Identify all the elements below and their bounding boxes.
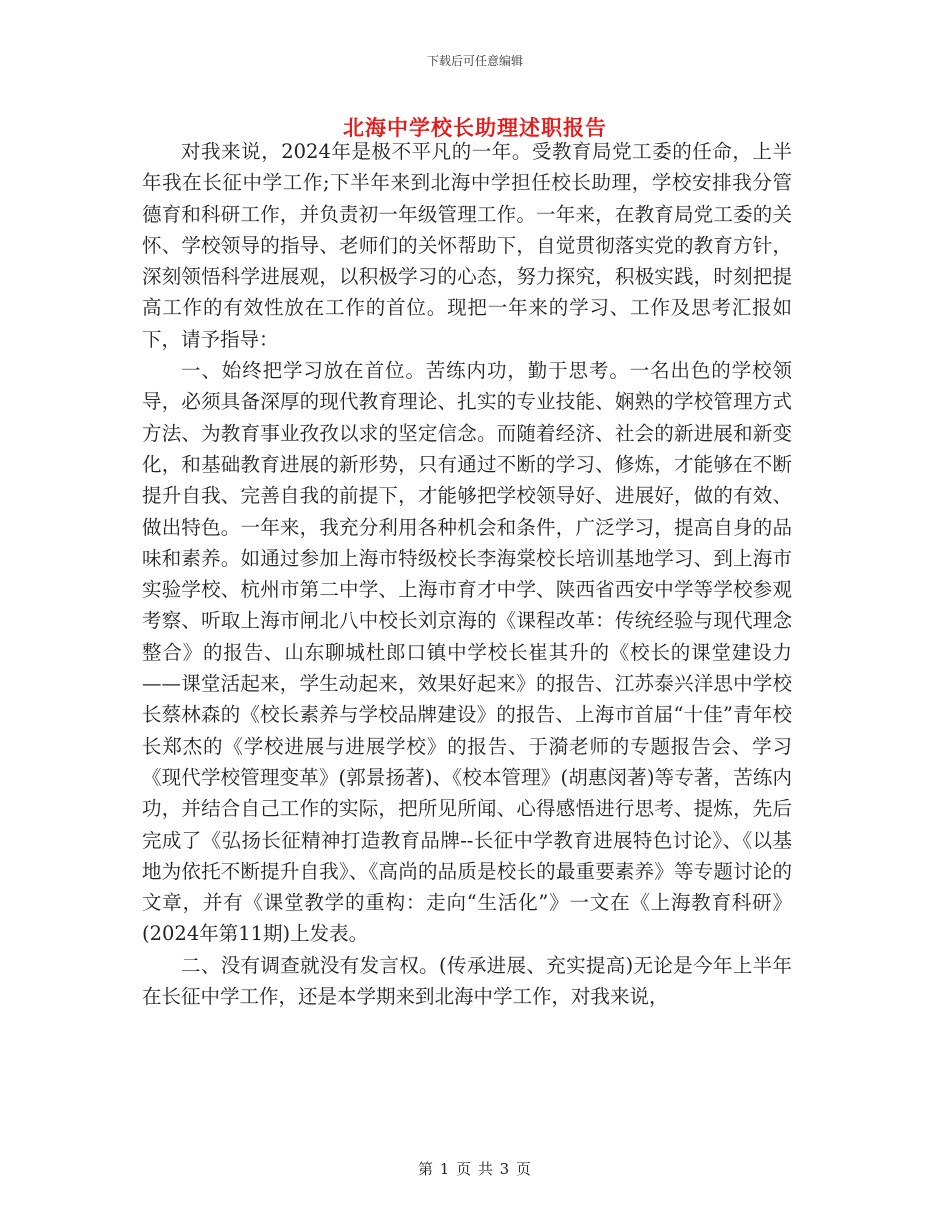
paragraph-section-2: 二、没有调查就没有发言权。(传承进展、充实提高)无论是今年上半年在长征中学工作，还是本学期来到北海中学工作，对我来说， bbox=[142, 953, 792, 1009]
paragraph-section-1: 一、始终把学习放在首位。苦练内功，勤于思考。一名出色的学校领导，必须具备深厚的现代教育理论、扎实的专业技能、娴熟的学校管理方式方法、为教育事业孜孜以求的坚定信念。而随着经济、社会的新进展和新变化，和基础教育进展的新形势，只有通过不断的学习、修炼，才能够在不断提升自我、完善自我的前提下，才能够把学校领导好、进展好，做的有效、做出特色。一年来，我充分利用各种机会和条件，广泛学习，提高自身的品味和素养。如通过参加上海市特级校长李海棠校长培训基地学习、到上海市实验学校、杭州市第二中学、上海市育才中学、陕西省西安中学等学校参观考察、听取上海市闸北八中校长刘京海的《课程改革：传统经验与现代理念整合》的报告、山东聊城杜郎口镇中学校长崔其升的《校长的课堂建设力——课堂活起来，学生动起来，效果好起来》的报告、江苏泰兴洋思中学校长蔡林森的《校长素养与学校品牌建设》的报告、上海市首届“十佳”青年校长郑杰的《学校进展与进展学校》的报告、于漪老师的专题报告会、学习《现代学校管理变革》(郭景扬著)、《校本管理》(胡惠闵著)等专著，苦练内功，并结合自己工作的实际，把所见所闻、心得感悟进行思考、提炼，先后完成了《弘扬长征精神打造教育品牌--长征中学教育进展特色讨论》、《以基地为依托不断提升自我》、《高尚的品质是校长的最重要素养》等专题讨论的文章，并有《课堂教学的重构：走向“生活化”》一文在《上海教育科研》(2024年第11期)上发表。 bbox=[142, 359, 792, 946]
document-body bbox=[142, 136, 792, 1012]
page-header-note: 下载后可任意编辑 bbox=[426, 54, 523, 68]
document-title: 北海中学校长助理述职报告 bbox=[343, 115, 607, 140]
page-number-footer: 第 1 页 共 3 页 bbox=[418, 1160, 532, 1178]
paragraph-intro: 对我来说，2024年是极不平凡的一年。受教育局党工委的任命，上半年我在长征中学工作;下半年来到北海中学担任校长助理，学校安排我分管德育和科研工作，并负责初一年级管理工作。一年来，在教育局党工委的关怀、学校领导的指导、老师们的关怀帮助下，自觉贯彻落实党的教育方针，深刻领悟科学进展观，以积极学习的心态，努力探究，积极实践，时刻把提高工作的有效性放在工作的首位。现把一年来的学习、工作及思考汇报如下，请予指导： bbox=[142, 140, 792, 351]
